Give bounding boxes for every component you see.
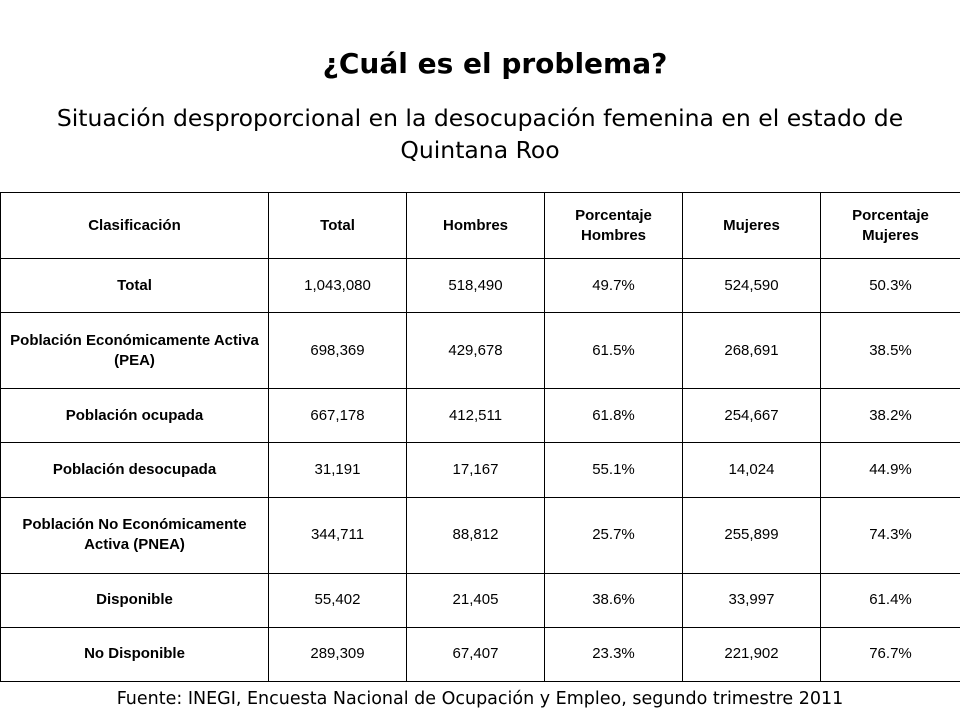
table-cell: 1,043,080	[269, 259, 407, 313]
row-label: Población Económicamente Activa (PEA)	[1, 313, 269, 389]
header-cell: Clasificación	[1, 193, 269, 259]
table-cell: 524,590	[683, 259, 821, 313]
table-cell: 33,997	[683, 573, 821, 627]
header-cell: Total	[269, 193, 407, 259]
subtitle-line-2: Quintana Roo	[400, 136, 560, 164]
table-cell: 429,678	[407, 313, 545, 389]
table-cell: 23.3%	[545, 627, 683, 681]
table-cell: 61.8%	[545, 389, 683, 443]
table-row	[1, 389, 960, 443]
slide-subtitle	[0, 102, 960, 166]
table-cell: 255,899	[683, 497, 821, 573]
row-label: Población No Económicamente Activa (PNEA)	[1, 497, 269, 573]
table-cell: 38.2%	[821, 389, 960, 443]
header-cell: Hombres	[407, 193, 545, 259]
table-cell: 50.3%	[821, 259, 960, 313]
table-cell: 88,812	[407, 497, 545, 573]
table-cell: 667,178	[269, 389, 407, 443]
table-row	[1, 627, 960, 681]
row-label: Total	[1, 259, 269, 313]
row-label: Población desocupada	[1, 443, 269, 497]
table-cell: 44.9%	[821, 443, 960, 497]
table-cell: 74.3%	[821, 497, 960, 573]
table-cell: 17,167	[407, 443, 545, 497]
table-cell: 518,490	[407, 259, 545, 313]
table-cell: 21,405	[407, 573, 545, 627]
table-cell: 25.7%	[545, 497, 683, 573]
table-cell: 698,369	[269, 313, 407, 389]
table-cell: 55.1%	[545, 443, 683, 497]
table-cell: 76.7%	[821, 627, 960, 681]
table-cell: 67,407	[407, 627, 545, 681]
row-label: Población ocupada	[1, 389, 269, 443]
table-header-row	[1, 193, 960, 259]
table-cell: 412,511	[407, 389, 545, 443]
table-cell: 31,191	[269, 443, 407, 497]
table-cell: 55,402	[269, 573, 407, 627]
table-cell: 49.7%	[545, 259, 683, 313]
source-note: Fuente: INEGI, Encuesta Nacional de Ocupación y Empleo, segundo trimestre 2011	[116, 689, 844, 709]
header-cell: Porcentaje Mujeres	[821, 193, 960, 259]
employment-table	[0, 192, 960, 682]
header-cell: Mujeres	[683, 193, 821, 259]
table-cell: 221,902	[683, 627, 821, 681]
slide-title: ¿Cuál es el problema?	[322, 47, 668, 80]
row-label: Disponible	[1, 573, 269, 627]
table-cell: 254,667	[683, 389, 821, 443]
table-row	[1, 313, 960, 389]
table-cell: 268,691	[683, 313, 821, 389]
table-cell: 61.5%	[545, 313, 683, 389]
row-label: No Disponible	[1, 627, 269, 681]
header-cell: Porcentaje Hombres	[545, 193, 683, 259]
table-cell: 61.4%	[821, 573, 960, 627]
table-cell: 38.6%	[545, 573, 683, 627]
table-cell: 38.5%	[821, 313, 960, 389]
table-cell: 289,309	[269, 627, 407, 681]
table-row	[1, 497, 960, 573]
table-cell: 14,024	[683, 443, 821, 497]
subtitle-line-1: Situación desproporcional en la desocupación femenina en el estado de	[56, 104, 904, 132]
table-row	[1, 573, 960, 627]
table-cell: 344,711	[269, 497, 407, 573]
table-row	[1, 259, 960, 313]
table-row	[1, 443, 960, 497]
